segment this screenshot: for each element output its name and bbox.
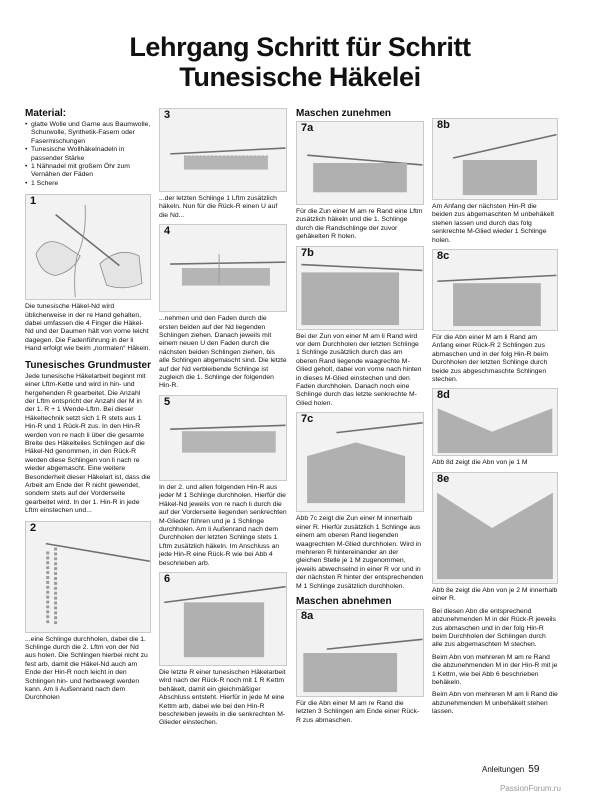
step-caption: Abb 8e zeigt die Abn von je 2 M innerhalb einer R. xyxy=(432,586,558,603)
step-caption: Die letzte R einer tunesischen Häkelarbeit wird nach der Rück-R noch mit 1 R Kettm behäkelt, damit ein gleichmäßiger Abschluss entsteht. Hierfür in jede M eine Kettm arb, dabei wie bei den Hin-R beschrieben jeweils in die senkrechten M-Glieder einstechen. xyxy=(159,668,286,727)
hands-illustration xyxy=(26,195,150,299)
step-caption: In der 2. und allen folgenden Hin-R aus jeder M 1 Schlinge durchholen. Hierfür die Häkel-Nd jeweils von re nach li durch die auf der Vorderseite liegenden senkrechten M-Glieder führen und je 1 Schlinge durchholen. Am li Außenrand nach dem Durchholen der letzten Schlinge stets 1 Lftm zusätzlich häkeln. Im Anschluss an jede Hin-R eine Rück-R wie bei Abb 4 beschrieben arb. xyxy=(159,483,287,567)
column-1 xyxy=(25,108,151,707)
material-heading: Material: xyxy=(25,108,67,119)
row-illustration xyxy=(160,225,286,311)
column-4 xyxy=(432,108,558,721)
watermark: PassionForum.ru xyxy=(500,784,561,793)
step-photo-8c xyxy=(432,249,558,331)
fabric-illustration xyxy=(297,122,423,204)
step-caption: Für die Zun einer M am re Rand eine Lftm zusätzlich häkeln und die 1. Schlinge durch die Randschlinge der zuvor gehäkelten R holen. xyxy=(296,208,423,241)
step-photo-7b xyxy=(296,246,424,330)
step-number: 6 xyxy=(164,572,171,585)
fabric-illustration xyxy=(297,610,423,696)
fabric-illustration xyxy=(297,413,423,511)
abn-extra-text: Bei diesen Abn die entsprechend abzunehmenden M in der Rück-R jeweils zus abmaschen und in der folg Hin-R beim Durchholen der Schlingen durch alle zus abgemaschten M stechen. xyxy=(432,607,556,649)
footer-section: Anleitungen xyxy=(482,765,525,774)
material-item: • 1 Nähnadel mit großem Öhr zum Vernähen der Fäden xyxy=(25,163,151,180)
step-photo-6 xyxy=(159,572,287,666)
fabric-illustration xyxy=(297,247,423,329)
step-number: 7b xyxy=(301,246,314,259)
step-photo-8a xyxy=(296,609,424,697)
step-photo-2 xyxy=(25,521,151,633)
grundmuster-text: Jede tunesische Häkelarbeit beginnt mit einer Lftm-Kette und wird in hin- und hergehenden R gearbeitet. Die Anzahl der Lftm entspricht der Anzahl der M in der 1. R + 1 Wende-Lftm. Bei dieser Häkeltechnik setzt sich 1 R stets aus 1 Hin-R und 1 Rück-R zus. In den Hin-R werden von re nach li über die gesamte Breite des Häkelteiles Schlingen auf die Häkel-Nd genommen, in den Rück-R werden diese Schlingen von li nach re wieder abgemascht. Eine weitere Besonderheit dieser Häkelart ist, dass die Arbeit am Ende der R nicht gewendet, sondern stets auf der Vorderseite gearbeitet wird. In der 1. Hin-R in jede Lftm einstechen und... xyxy=(25,372,151,515)
step-number: 5 xyxy=(164,395,171,408)
step-number: 8e xyxy=(437,472,450,485)
fabric-illustration xyxy=(433,250,557,330)
material-item: • glatte Wolle und Garne aus Baumwolle, Schurwolle, Synthetik-Fasern oder Fasermischungen xyxy=(25,121,151,146)
column-3 xyxy=(296,108,424,729)
fabric-illustration xyxy=(433,389,557,455)
step-caption: ...nehmen und den Faden durch die ersten beiden auf der Nd liegenden Schlingen ziehen. Danach jeweils mit einem neuen U den Faden durch die nächsten beiden Schlingen ziehen, bis alle Schlingen abgemascht sind. Die letzte auf der Nd verbleibende Schlinge ist zugleich die 1. Schlinge der folgenden Hin-R. xyxy=(159,315,287,390)
step-number: 7c xyxy=(301,413,314,426)
row-illustration xyxy=(160,109,286,191)
step-caption: Für die Abn einer M am li Rand am Anfang einer Rück-R 2 Schlingen zus abmaschen und in der folg Hin-R beim Durchholen der letzten Schlinge durch beide zus abgeschmaschte Schlingen stechen. xyxy=(432,334,548,384)
page-title-line1: Lehrgang Schritt für Schritt xyxy=(129,32,471,62)
abn-extra-text: Beim Abn von mehreren M am li Rand die abzunehmenden M unbehäkelt stehen lassen. xyxy=(432,691,558,716)
column-2 xyxy=(159,108,287,732)
step-number: 3 xyxy=(164,109,171,121)
step-photo-7c xyxy=(296,412,424,512)
fabric-illustration xyxy=(433,119,557,199)
page-title-line2: Tunesische Häkelei xyxy=(179,62,421,92)
zunehmen-heading: Maschen zunehmen xyxy=(296,108,392,119)
step-number: 8a xyxy=(301,609,314,622)
material-item: • 1 Schere xyxy=(25,180,151,188)
step-photo-7a xyxy=(296,121,424,205)
step-caption: Abb 8d zeigt die Abn von je 1 M xyxy=(432,459,528,467)
step-caption: ...der letzten Schlinge 1 Lftm zusätzlich häkeln. Nun für die Rück-R einen U auf die Nd... xyxy=(159,195,278,219)
grundmuster-heading: Tunesisches Grundmuster xyxy=(25,359,151,371)
step-number: 8b xyxy=(437,119,450,131)
step-photo-8b xyxy=(432,118,558,200)
step-caption: ...eine Schlinge durchholen, dabei die 1. Schlinge durch die 2. Lftm von der Nd aus holen. Die Schlingen hierbei nicht zu fest arb, damit die Häkel-Nd auch am Ende der Hin-R noch leicht in den Schlingen hin- und herbewegt werden kann. Am li Außenrand nach dem Durchholen xyxy=(25,635,148,702)
step-number: 2 xyxy=(30,521,37,534)
step-number: 8c xyxy=(437,250,450,263)
chain-illustration xyxy=(26,522,150,632)
fabric-illustration xyxy=(160,573,286,665)
step-caption: Die tunesische Häkel-Nd wird üblicherweise in der re Hand gehalten, dabei umfassen die 4 Finger die Häkel-Nd und der Daumen hält von vorne leicht dagegen. Die Fadenführung in der li Hand erfolgt wie beim „normalen“ Häkeln. xyxy=(25,303,151,353)
step-caption: Bei der Zun von einer M am li Rand wird vor dem Durchholen der letzten Schlinge 1 Schlinge zusätzlich durch das am oberen Rand liegende waagrechte M-Glied geholt, dabei von vorne nach hinten in dieses M-Glied einstechen und den Faden durchholen. Danach noch eine Schlinge durch das letzte senkrechte M-Glied holen. xyxy=(296,332,422,407)
material-list xyxy=(25,121,151,188)
step-number: 8d xyxy=(437,389,450,402)
abnehmen-heading: Maschen abnehmen xyxy=(296,595,392,607)
step-caption: Am Anfang der nächsten Hin-R die beiden zus abgemaschten M unbehäkelt stehen lassen und durch das folg senkrechte M-Glied wieder 1 Schlinge holen. xyxy=(432,203,555,244)
step-caption: Für die Abn einer M am re Rand die letzten 3 Schlingen am Ende einer Rück-R zus abmaschen. xyxy=(296,699,420,724)
step-caption: Abb 7c zeigt die Zun einer M innerhalb einer R. Hierfür zusätzlich 1 Schlinge aus einem am oberen Rand liegenden waagrechten M-Glied durchholen. Wird in mehreren R hintereinander an der gleichen Stelle je 1 M zugenommen, jeweils abwechselnd in einer R vor und in der nächsten R hinter der entsprechenden M 1 Schlinge zusätzlich durchholen. xyxy=(296,515,424,590)
row-illustration xyxy=(160,396,286,480)
fabric-illustration xyxy=(433,473,557,583)
step-photo-3 xyxy=(159,108,287,192)
material-item: • Tunesische Wollhäkelnadeln in passender Stärke xyxy=(25,146,151,163)
page-number: 59 xyxy=(528,764,540,775)
step-number: 4 xyxy=(164,225,171,238)
step-number: 7a xyxy=(301,122,314,134)
step-photo-8d xyxy=(432,388,558,456)
abn-extra-text: Beim Abn von mehreren M am re Rand die abzunehmenden M in der Hin-R mit je 1 Kettm, wie bei Abb 6 beschrieben behäkeln. xyxy=(432,653,558,686)
step-number: 1 xyxy=(30,195,37,208)
step-photo-8e xyxy=(432,472,558,584)
page-footer xyxy=(482,764,539,775)
step-photo-1 xyxy=(25,194,151,300)
step-photo-4 xyxy=(159,224,287,312)
step-photo-5 xyxy=(159,395,287,481)
